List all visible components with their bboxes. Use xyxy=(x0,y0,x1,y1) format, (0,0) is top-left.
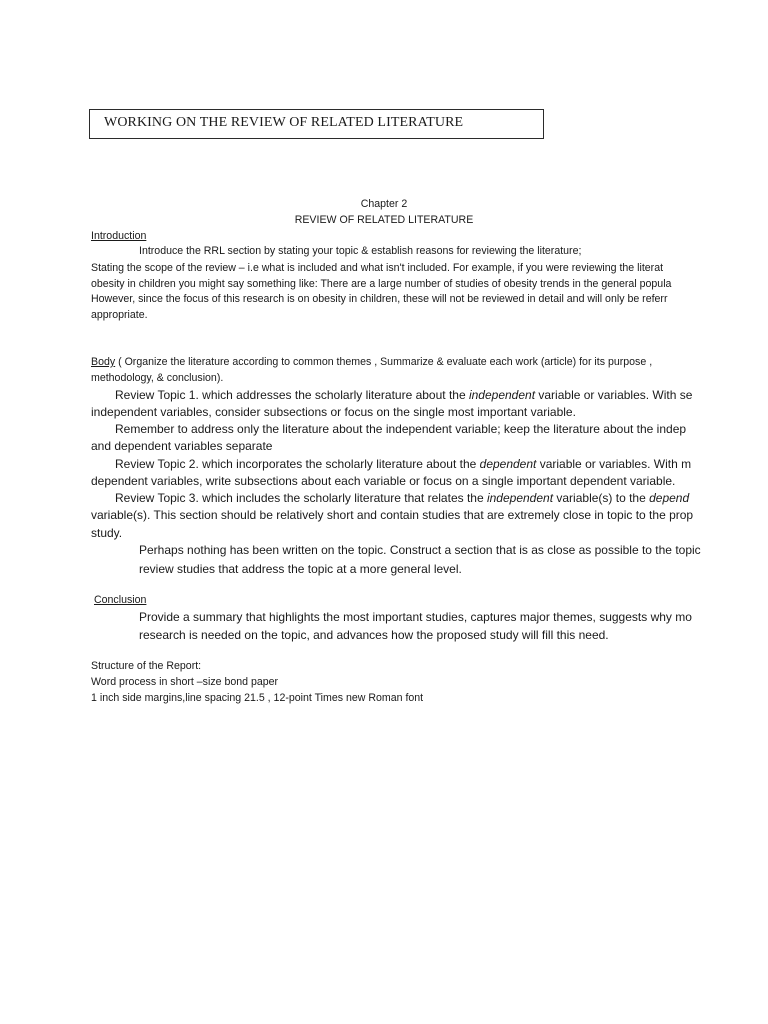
review-topic-3-text-a: Review Topic 3. which includes the scholarly literature that relates the xyxy=(115,491,487,505)
review-topic-3-italic-2: depend xyxy=(649,491,690,505)
review-topic-3-line-2: variable(s). This section should be relatively short and contain studies that are extremely close in topic to the prop xyxy=(91,508,694,522)
body-intro-text: ( Organize the literature according to common themes , Summarize & evaluate each work (article) for its purpose , xyxy=(115,356,653,368)
review-topic-3-line-3: study. xyxy=(91,526,123,540)
review-topic-3-text-b: variable(s) to the xyxy=(553,491,650,505)
introduction-line-1: Introduce the RRL section by stating your topic & establish reasons for reviewing the literature; xyxy=(139,245,582,257)
review-topic-1-line-1 xyxy=(115,387,692,403)
review-topic-3-italic-1: independent xyxy=(486,491,554,505)
structure-heading: Structure of the Report: xyxy=(91,660,202,672)
chapter-number: Chapter 2 xyxy=(360,198,408,210)
structure-line-2: 1 inch side margins,line spacing 21.5 , 12-point Times new Roman font xyxy=(91,692,424,704)
review-topic-1-text-b: variable or variables. With se xyxy=(535,388,693,402)
perhaps-line-1: Perhaps nothing has been written on the topic. Construct a section that is as close as possible to the topic xyxy=(139,543,701,557)
review-topic-2-italic: dependent xyxy=(479,457,537,471)
review-topic-1-line-2: independent variables, consider subsections or focus on the single most important variable. xyxy=(91,405,576,419)
review-topic-1-text-a: Review Topic 1. which addresses the scholarly literature about the xyxy=(115,388,469,402)
conclusion-label: Conclusion xyxy=(94,594,147,606)
chapter-heading: REVIEW OF RELATED LITERATURE xyxy=(294,214,474,226)
review-topic-2-text-b: variable or variables. With m xyxy=(536,457,692,471)
body-intro-line-1 xyxy=(91,355,652,369)
remember-line-1: Remember to address only the literature about the independent variable; keep the literature about the indep xyxy=(115,422,687,436)
perhaps-line-2: review studies that address the topic at a more general level. xyxy=(139,562,462,576)
remember-line-2: and dependent variables separate xyxy=(91,439,273,453)
introduction-line-2: Stating the scope of the review – i.e what is included and what isn't included. For example, if you were reviewing the literat xyxy=(91,262,664,274)
body-label: Body xyxy=(91,356,116,368)
introduction-line-3: obesity in children you might say something like: There are a large number of studies of obesity trends in the general popula xyxy=(91,278,672,290)
review-topic-2-text-a: Review Topic 2. which incorporates the scholarly literature about the xyxy=(115,457,480,471)
introduction-line-5: appropriate. xyxy=(91,309,148,321)
review-topic-2-line-1 xyxy=(115,456,691,472)
structure-line-1: Word process in short –size bond paper xyxy=(91,676,279,688)
review-topic-3-line-1 xyxy=(115,490,689,506)
conclusion-line-1: Provide a summary that highlights the most important studies, captures major themes, suggests why mo xyxy=(139,610,692,624)
introduction-label: Introduction xyxy=(91,230,147,242)
body-intro-line-2: methodology, & conclusion). xyxy=(91,372,224,384)
review-topic-1-italic: independent xyxy=(468,388,536,402)
conclusion-line-2: research is needed on the topic, and advances how the proposed study will fill this need. xyxy=(139,628,609,642)
title-box xyxy=(89,109,544,139)
document-title: WORKING ON THE REVIEW OF RELATED LITERATURE xyxy=(104,115,464,130)
introduction-line-4: However, since the focus of this research is on obesity in children, these will not be reviewed in detail and will only be referr xyxy=(91,293,668,305)
review-topic-2-line-2: dependent variables, write subsections about each variable or focus on a single important dependent variable. xyxy=(91,474,676,488)
